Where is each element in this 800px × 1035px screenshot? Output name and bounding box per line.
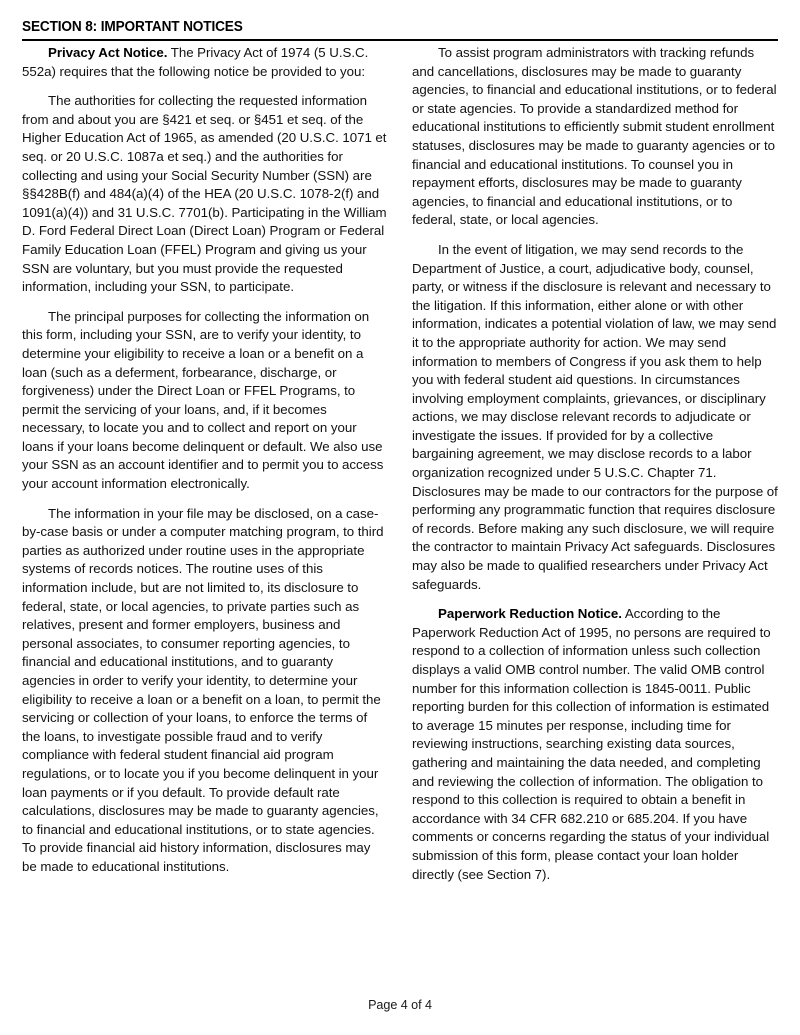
paragraph: [412, 241, 778, 594]
body-columns: [22, 44, 778, 884]
paragraph-text: The principal purposes for collecting the information on this form, including your SSN, are to verify your identity, to determine your eligibility to receive a loan or a benefit on a loan (such as a deferment, forbearance, discharge, or forgiveness) under the Direct Loan or FFEL Programs, to permit the servicing of your loans, and, if it becomes necessary, to locate you and to collect and report on your loans if your loans become delinquent or default. We also use your SSN as an account identifier and to permit you to access your account information electronically.: [22, 308, 384, 492]
paragraph-text: The information in your file may be disclosed, on a case-by-case basis or under a computer matching program, to third parties as authorized under routine uses in the appropriate systems of records notices. The routine uses of this information include, but are not limited to, its disclosure to federal, state, or local agencies, to private parties such as relatives, present and former employers, business and personal associates, to consumer reporting agencies, to financial and educational institutions, and to guaranty agencies in order to verify your identity, to determine your eligibility to receive a loan or a benefit on a loan, to permit the servicing or collection of your loans, to enforce the terms of the loans, to investigate possible fraud and to verify compliance with federal student financial aid program regulations, or to locate you if you become delinquent in your loan payments or if you default. To provide default rate calculations, disclosures may be made to guaranty agencies, to financial and educational institutions, or to state agencies. To provide financial aid history information, disclosures may be made to educational institutions.: [22, 505, 384, 874]
page-number: Page 4 of 4: [368, 998, 432, 1012]
paragraph: [22, 44, 388, 81]
paragraph-text: In the event of litigation, we may send records to the Department of Justice, a court, adjudicative body, counsel, party, or witness if the disclosure is relevant and necessary to the litigation. If this information, either alone or with other information, indicates a potential violation of law, we may send it to the appropriate authority for action. We may send information to members of Congress if you ask them to help you with federal student aid questions. In circumstances involving employment complaints, grievances, or disciplinary actions, we may disclose relevant records to adjudicate or investigate the issues. If provided for by a collective bargaining agreement, we may disclose records to a labor organization recognized under 5 U.S.C. Chapter 71. Disclosures may be made to our contractors for the purpose of performing any programmatic function that requires disclosure of records. Before making any such disclosure, we will require the contractor to maintain Privacy Act safeguards. Disclosures may also be made to qualified researchers under Privacy Act safeguards.: [412, 241, 778, 592]
paragraph-text: The authorities for collecting the requested information from and about you are §421 et seq. or §451 et seq. of the Higher Education Act of 1965, as amended (20 U.S.C. 1071 et seq. or 20 U.S.C. 1087a et seq.) and the authorities for collecting and using your Social Security Number (SSN) are §§428B(f) and 484(a)(4) of the HEA (20 U.S.C. 1078-2(f) and 1091(a)(4)) and 31 U.S.C. 7701(b). Participating in the William D. Ford Federal Direct Loan (Direct Loan) Program or Federal Family Education Loan (FFEL) Program and giving us your SSN are voluntary, but you must provide the requested information, including your SSN, to participate.: [22, 93, 387, 295]
header-divider: [22, 39, 778, 41]
paragraph-lead: Paperwork Reduction Notice.: [438, 606, 622, 622]
paragraph: [22, 92, 388, 297]
paragraph-text: To assist program administrators with tracking refunds and cancellations, disclosures may be made to guaranty agencies, to financial and educational institutions, or to federal or state agencies. To provide a standardized method for educational institutions to efficiently submit student enrollment statuses, disclosures may be made to guaranty agencies or to financial and educational institutions. To counsel you in repayment efforts, disclosures may be made to guaranty agencies, to financial and educational institutions, or to federal, state, or local agencies.: [412, 45, 777, 228]
paragraph-text: According to the Paperwork Reduction Act of 1995, no persons are required to respond to a collection of information unless such collection displays a valid OMB control number. The valid OMB control number for this information collection is 1845-0011. Public reporting burden for this collection of information is estimated to average 15 minutes per response, including time for reviewing instructions, searching existing data sources, gathering and maintaining the data needed, and completing and reviewing the collection of information. The obligation to respond to this collection is required to obtain a benefit in accordance with 34 CFR 682.210 or 685.204. If you have comments or concerns regarding the status of your individual submission of this form, please contact your loan holder directly (see Section 7).: [412, 606, 771, 882]
right-column: [412, 44, 778, 884]
page-title: SECTION 8: IMPORTANT NOTICES: [22, 19, 243, 35]
left-column: [22, 44, 388, 877]
paragraph: [412, 44, 778, 230]
paragraph: [22, 308, 388, 494]
section-header: [22, 18, 778, 41]
paragraph: [22, 505, 388, 877]
paragraph-text: The Privacy Act of 1974 (5 U.S.C. 552a) requires that the following notice be provided to you:: [22, 45, 369, 79]
paragraph-lead: Privacy Act Notice.: [48, 45, 168, 60]
page-footer: [0, 996, 800, 1014]
paragraph: [412, 605, 778, 884]
